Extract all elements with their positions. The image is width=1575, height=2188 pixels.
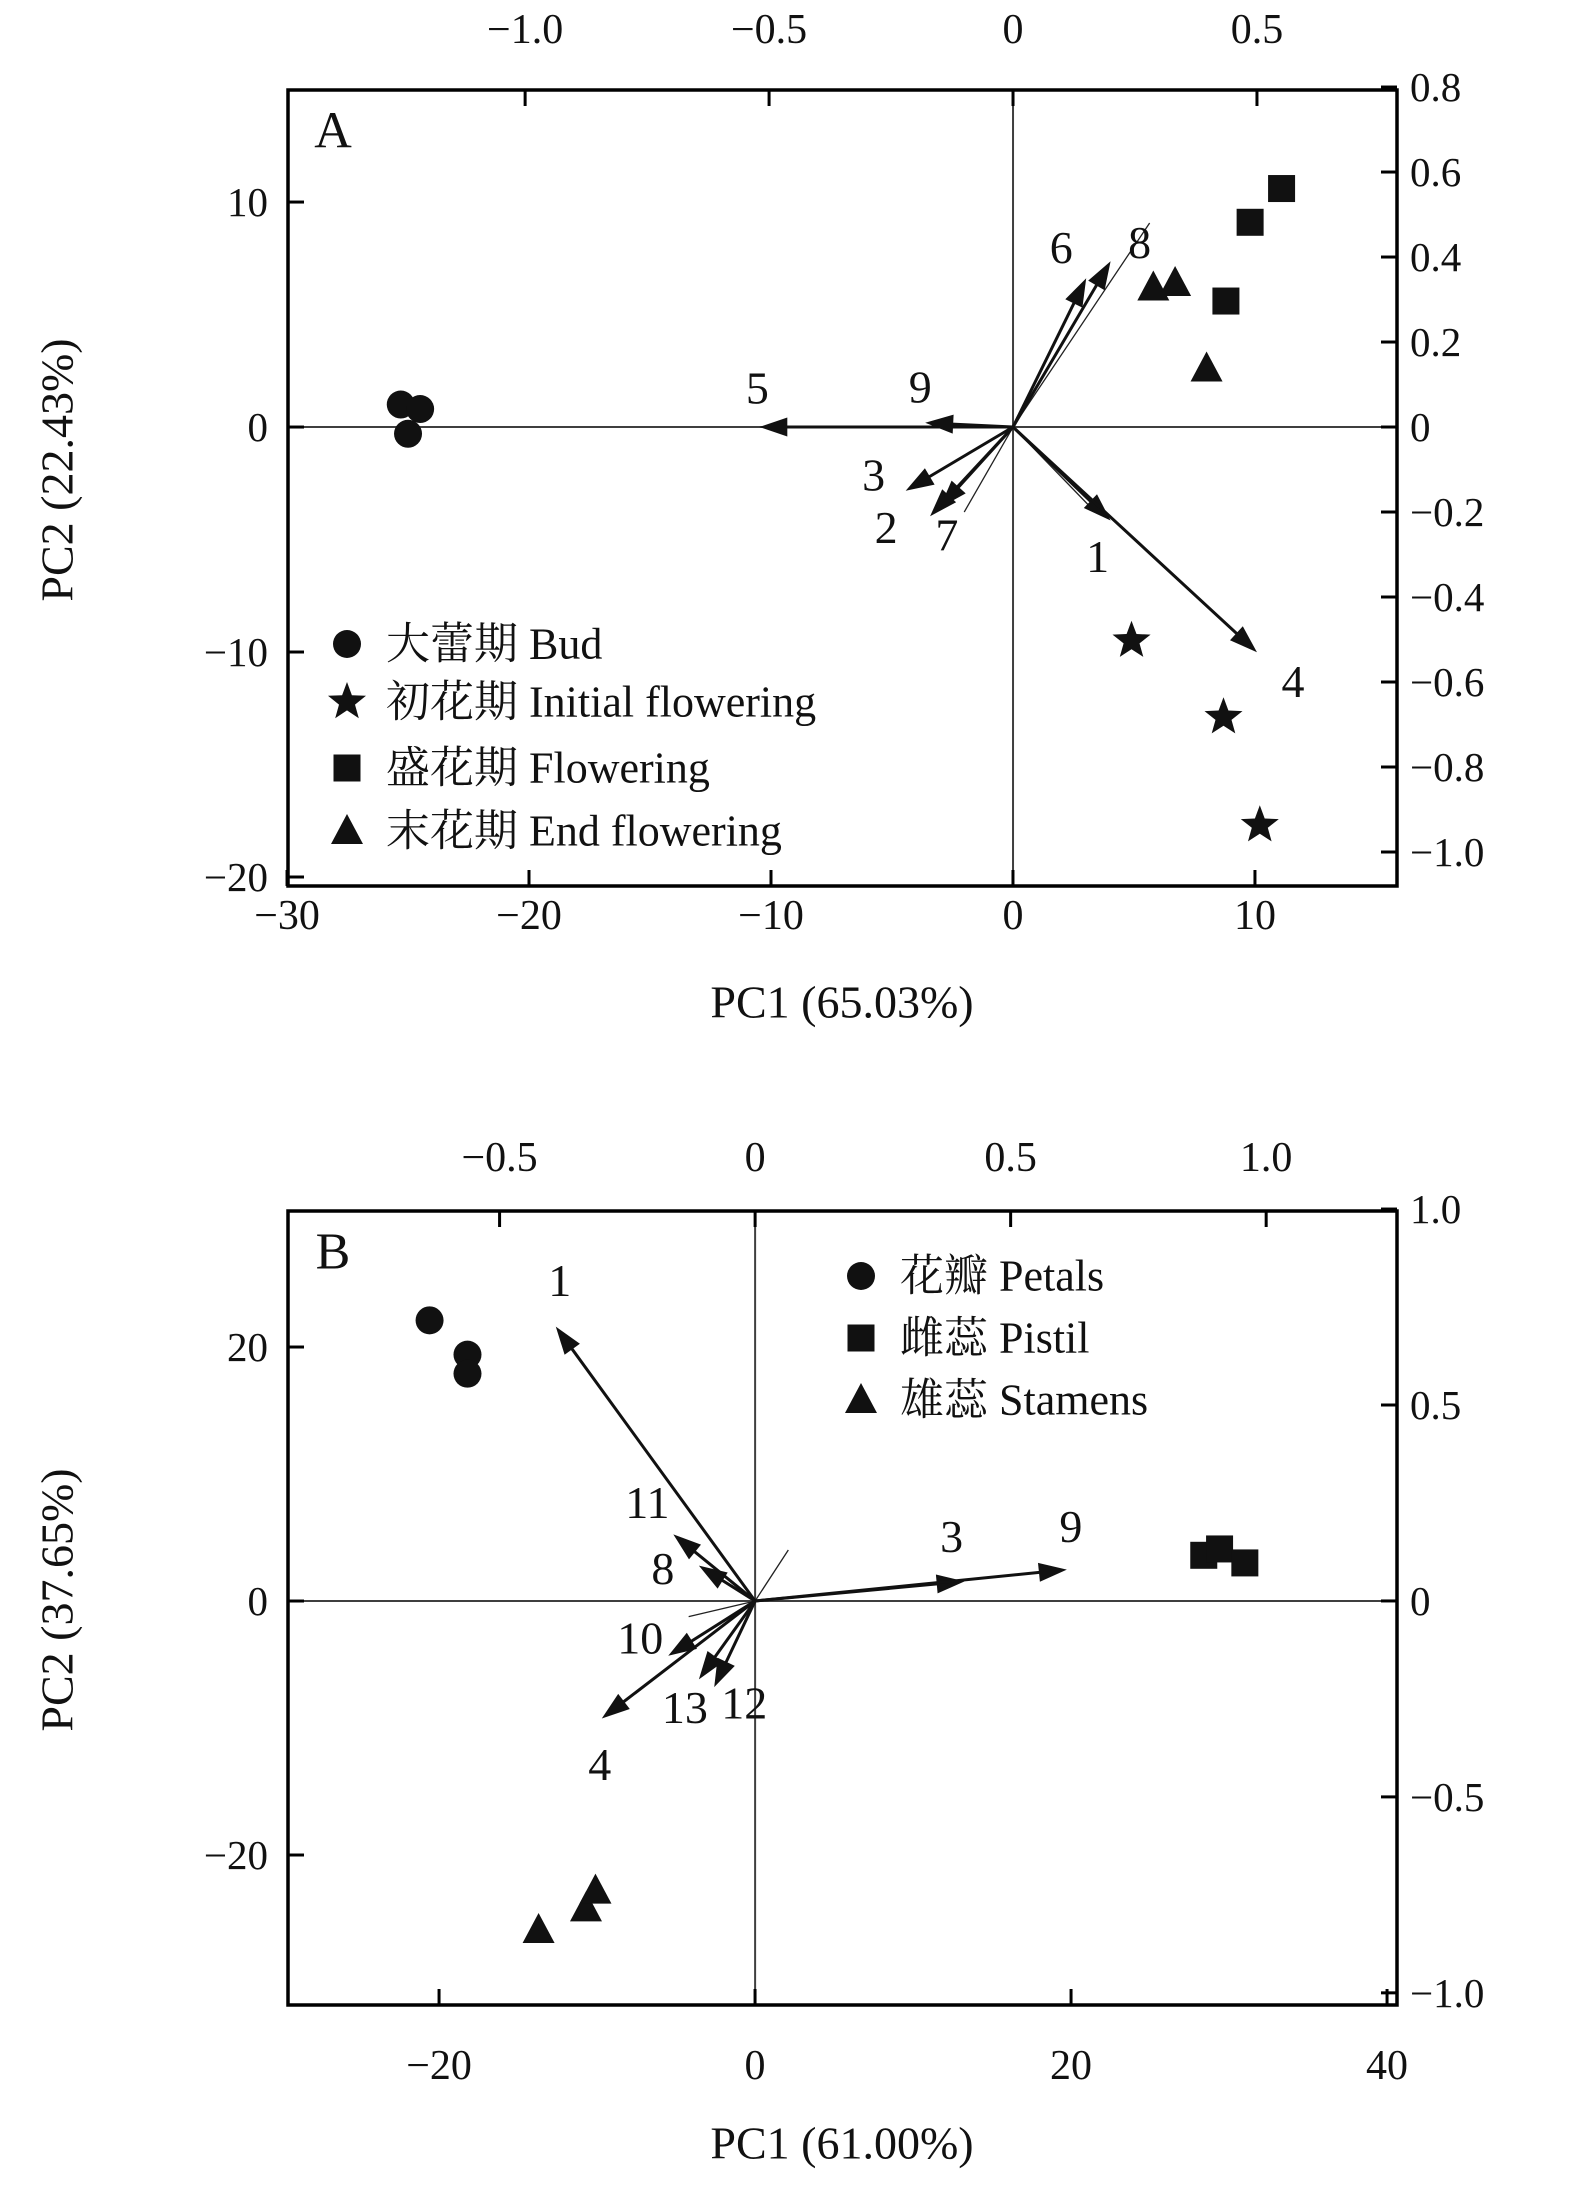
legend-symbol-square — [848, 1325, 875, 1352]
loading-vector-label-4: 4 — [588, 1739, 612, 1791]
left-axis-tick-label: 0 — [247, 1578, 268, 1625]
top-axis-tick-label: 1.0 — [1239, 1135, 1293, 1181]
loading-vector-7 — [949, 427, 1013, 497]
legend-label: 大蕾期 Bud — [386, 619, 603, 669]
legend-label: 雌蕊 Pistil — [900, 1313, 1090, 1363]
right-axis-tick-label: −0.4 — [1410, 574, 1485, 621]
series-square — [1190, 1535, 1258, 1576]
x-axis-title: PC1 (65.03%) — [710, 976, 974, 1028]
loading-vector-label-3: 3 — [862, 449, 886, 501]
right-axis-tick-label: 0.4 — [1410, 234, 1462, 281]
data-point-star — [1205, 697, 1243, 733]
loading-vector-label-11: 11 — [625, 1476, 670, 1528]
data-point-circle — [453, 1360, 481, 1388]
right-axis-tick-label: 0.8 — [1410, 64, 1462, 111]
loading-hairline — [755, 1550, 788, 1601]
loading-vector-label-3: 3 — [940, 1510, 964, 1562]
loading-vector-label-5: 5 — [745, 362, 769, 414]
left-axis-tick-label: 10 — [227, 179, 268, 226]
loading-vector-label-7: 7 — [935, 509, 959, 561]
bottom-axis-tick-label: 20 — [1050, 2043, 1093, 2089]
bottom-axis-tick-label: −30 — [254, 893, 320, 939]
legend-symbol-circle — [333, 630, 361, 658]
loading-vector-label-12: 12 — [721, 1677, 768, 1729]
data-point-star — [1241, 805, 1279, 841]
top-axis-tick-label: 0 — [744, 1135, 766, 1181]
data-point-square — [1231, 1549, 1258, 1576]
loading-vector-label-13: 13 — [661, 1681, 708, 1733]
loading-vector-arrowhead-9 — [925, 415, 953, 434]
left-axis-tick-label: 20 — [227, 1324, 268, 1371]
loading-vector-arrowhead-3 — [906, 468, 935, 490]
loading-vector-arrowhead-11 — [673, 1534, 701, 1559]
loading-vector-label-1: 1 — [1086, 531, 1110, 583]
data-point-triangle — [1159, 266, 1191, 296]
bottom-axis-tick-label: 10 — [1233, 893, 1276, 939]
loading-vector-arrowhead-1 — [556, 1327, 580, 1355]
panel-letter: A — [314, 102, 352, 160]
panel-B — [32, 1135, 1485, 2169]
legend-symbol-triangle — [331, 814, 363, 844]
left-axis-tick-label: 0 — [247, 404, 268, 451]
top-axis-tick-label: −0.5 — [730, 7, 808, 53]
data-point-square — [1212, 288, 1239, 315]
right-axis-tick-label: 0.6 — [1410, 149, 1462, 196]
top-axis-tick-label: 0.5 — [1230, 7, 1284, 53]
legend-label: 末花期 End flowering — [386, 806, 782, 856]
loading-vector-9 — [755, 1571, 1053, 1601]
loading-vector-label-8: 8 — [651, 1543, 675, 1595]
loading-vector-4 — [1013, 427, 1247, 643]
loading-vector-label-8: 8 — [1128, 216, 1152, 268]
right-axis-tick-label: −1.0 — [1410, 829, 1485, 876]
loading-vector-arrowhead-3 — [936, 1575, 965, 1594]
legend-label: 花瓣 Petals — [900, 1251, 1105, 1301]
loading-vector-arrowhead-10 — [668, 1633, 697, 1656]
data-point-circle — [406, 395, 434, 423]
loading-vector-label-2: 2 — [874, 501, 898, 553]
data-point-square — [1206, 1535, 1233, 1562]
loading-vector-arrowhead-6 — [1065, 278, 1086, 307]
loading-vector-arrowhead-9 — [1038, 1563, 1067, 1582]
y-axis-title: PC2 (37.65%) — [31, 1468, 83, 1732]
right-axis-tick-label: 0.5 — [1410, 1381, 1462, 1428]
loading-vector-8 — [1013, 273, 1103, 427]
legend-symbol-circle — [847, 1262, 875, 1290]
left-axis-tick-label: −20 — [203, 1832, 268, 1879]
data-point-square — [1268, 175, 1295, 202]
series-square — [1212, 175, 1295, 314]
loading-vector-arrowhead-4 — [602, 1694, 630, 1719]
data-point-triangle — [1191, 352, 1223, 382]
data-point-triangle — [523, 1913, 555, 1943]
right-axis-tick-label: 1.0 — [1410, 1186, 1462, 1233]
y-axis-title: PC2 (22.43%) — [31, 338, 83, 602]
series-circle — [416, 1306, 482, 1387]
panel-letter: B — [315, 1223, 351, 1281]
loading-vector-6 — [1013, 291, 1080, 427]
bottom-axis-tick-label: 0 — [1002, 893, 1024, 939]
legend-symbol-star — [328, 682, 366, 718]
series-triangle — [523, 1874, 612, 1943]
right-axis-tick-label: −0.5 — [1410, 1773, 1485, 1820]
bottom-axis-tick-label: 40 — [1366, 2043, 1409, 2089]
bottom-axis-tick-label: −20 — [406, 2043, 472, 2089]
legend-symbol-square — [334, 755, 361, 782]
right-axis-tick-label: 0 — [1410, 1577, 1431, 1624]
legend-symbol-triangle — [845, 1383, 877, 1413]
loading-vector-label-1: 1 — [548, 1255, 572, 1307]
right-axis-tick-label: −0.8 — [1410, 744, 1485, 791]
loading-vector-label-9: 9 — [908, 361, 932, 413]
bottom-axis-tick-label: 0 — [744, 2043, 766, 2089]
legend-label: 盛花期 Flowering — [386, 743, 710, 793]
panel-A — [32, 7, 1485, 1028]
top-axis-tick-label: −1.0 — [487, 7, 564, 53]
data-point-star — [1113, 621, 1151, 657]
right-axis-tick-label: −0.2 — [1410, 489, 1485, 536]
data-point-circle — [394, 420, 422, 448]
data-point-triangle — [579, 1874, 611, 1904]
plot-frame — [288, 1211, 1397, 2005]
bottom-axis-tick-label: −20 — [496, 893, 562, 939]
loading-vector-3 — [918, 427, 1013, 484]
top-axis-tick-label: 0 — [1002, 7, 1024, 53]
loading-vector-label-9: 9 — [1059, 1501, 1083, 1553]
top-axis-tick-label: 0.5 — [984, 1135, 1037, 1181]
legend-label: 初花期 Initial flowering — [386, 677, 817, 727]
right-axis-tick-label: 0.2 — [1410, 319, 1462, 366]
left-axis-tick-label: −10 — [203, 629, 268, 676]
data-point-circle — [416, 1306, 444, 1334]
series-star — [1113, 621, 1279, 842]
x-axis-title: PC1 (61.00%) — [710, 2117, 974, 2169]
right-axis-tick-label: −1.0 — [1410, 1969, 1485, 2016]
bottom-axis-tick-label: −10 — [738, 893, 804, 939]
loading-vector-arrowhead-8 — [699, 1566, 728, 1589]
left-axis-tick-label: −20 — [203, 854, 268, 901]
top-axis-tick-label: −0.5 — [461, 1135, 538, 1181]
loading-vector-label-6: 6 — [1049, 221, 1073, 273]
series-triangle — [1137, 266, 1222, 381]
loading-vector-label-4: 4 — [1281, 655, 1305, 707]
legend-label: 雄蕊 Stamens — [900, 1375, 1149, 1425]
right-axis-tick-label: −0.6 — [1410, 659, 1485, 706]
series-circle — [387, 391, 434, 448]
loading-vector-arrowhead-5 — [759, 418, 787, 437]
data-point-square — [1237, 209, 1264, 236]
loading-vector-label-10: 10 — [617, 1612, 664, 1664]
right-axis-tick-label: 0 — [1410, 404, 1431, 451]
